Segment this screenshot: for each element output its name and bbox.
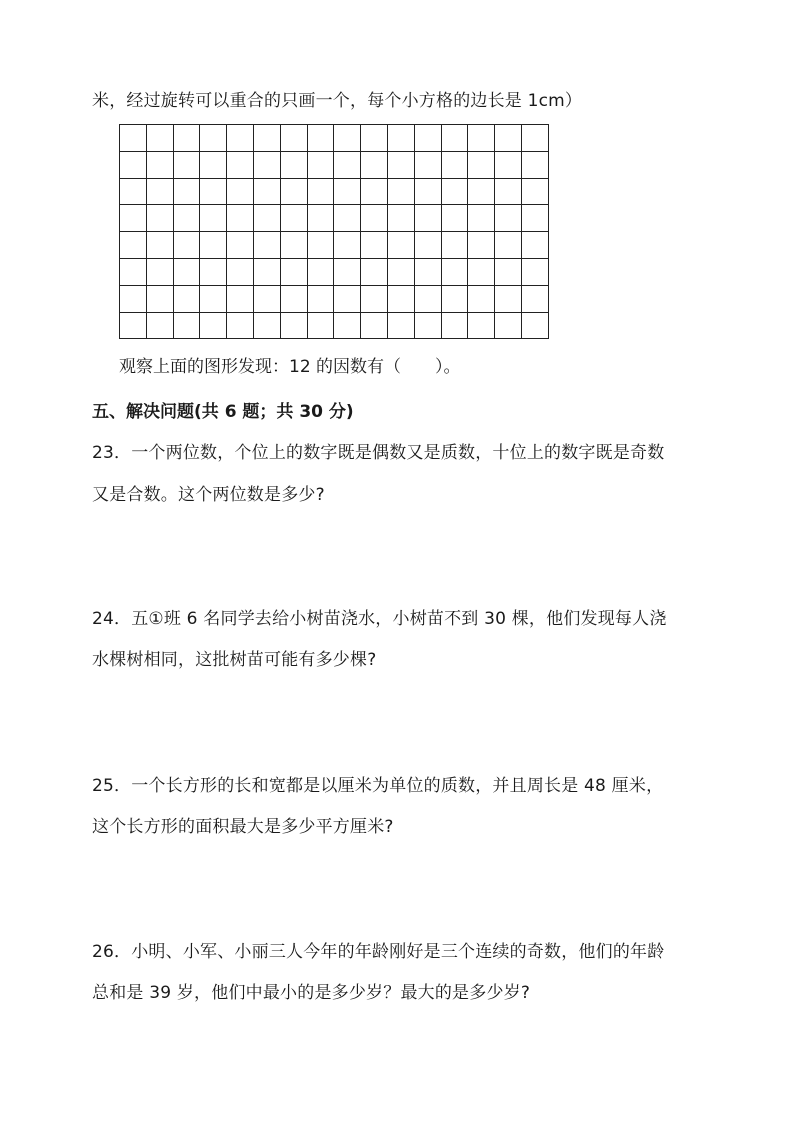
intro-text: 米，经过旋转可以重合的只画一个，每个小方格的边长是 1cm）: [92, 91, 583, 111]
section-title: 五、解决问题(共 6 题；共 30 分): [92, 402, 354, 422]
grid-cell: [253, 151, 280, 178]
grid-cell: [253, 232, 280, 259]
grid-row: [120, 151, 549, 178]
grid-cell: [414, 258, 441, 285]
grid-cell: [173, 178, 200, 205]
grid-cell: [227, 125, 254, 152]
grid-cell: [227, 205, 254, 232]
grid-cell: [227, 258, 254, 285]
grid-cell: [495, 178, 522, 205]
grid-cell: [120, 125, 147, 152]
grid-cell: [307, 178, 334, 205]
grid-cell: [521, 205, 548, 232]
grid-cell: [441, 285, 468, 312]
grid-cell: [441, 205, 468, 232]
grid-row: [120, 312, 549, 339]
grid-cell: [334, 205, 361, 232]
grid-cell: [227, 178, 254, 205]
grid-cell: [200, 285, 227, 312]
grid-cell: [146, 125, 173, 152]
grid-cell: [441, 258, 468, 285]
grid-cell: [227, 312, 254, 339]
grid-cell: [361, 312, 388, 339]
grid-cell: [468, 312, 495, 339]
grid-cell: [173, 205, 200, 232]
grid-cell: [361, 205, 388, 232]
grid-cell: [173, 312, 200, 339]
grid-cell: [280, 312, 307, 339]
grid-cell: [414, 312, 441, 339]
grid-cell: [173, 232, 200, 259]
grid-cell: [495, 125, 522, 152]
grid-cell: [521, 125, 548, 152]
grid-cell: [227, 151, 254, 178]
grid-cell: [280, 151, 307, 178]
grid-cell: [253, 285, 280, 312]
grid-cell: [468, 285, 495, 312]
grid-cell: [414, 178, 441, 205]
grid-cell: [200, 312, 227, 339]
grid-cell: [173, 151, 200, 178]
grid-cell: [468, 151, 495, 178]
grid-cell: [253, 178, 280, 205]
question-25-line2: 这个长方形的面积最大是多少平方厘米?: [92, 817, 394, 837]
question-24-line2: 水棵树相同，这批树苗可能有多少棵?: [92, 650, 377, 670]
grid-cell: [227, 232, 254, 259]
grid-cell: [521, 258, 548, 285]
grid-cell: [307, 125, 334, 152]
grid-cell: [361, 125, 388, 152]
question-24-line1: 24．五①班 6 名同学去给小树苗浇水，小树苗不到 30 棵，他们发现每人浇: [92, 609, 667, 629]
grid-cell: [468, 232, 495, 259]
grid-cell: [441, 232, 468, 259]
grid-row: [120, 178, 549, 205]
grid-cell: [146, 205, 173, 232]
grid-cell: [200, 205, 227, 232]
grid-cell: [441, 178, 468, 205]
grid-cell: [414, 125, 441, 152]
grid-cell: [120, 178, 147, 205]
question-23-line2: 又是合数。这个两位数是多少?: [92, 485, 325, 505]
grid-cell: [495, 232, 522, 259]
grid-cell: [307, 151, 334, 178]
grid-cell: [521, 151, 548, 178]
grid-cell: [200, 232, 227, 259]
grid-cell: [200, 258, 227, 285]
grid-cell: [495, 258, 522, 285]
grid-cell: [307, 312, 334, 339]
grid-cell: [120, 258, 147, 285]
grid-cell: [387, 232, 414, 259]
grid-cell: [334, 178, 361, 205]
grid-cell: [120, 151, 147, 178]
grid-cell: [495, 285, 522, 312]
grid-cell: [521, 285, 548, 312]
grid-cell: [227, 285, 254, 312]
grid-cell: [253, 125, 280, 152]
grid-cell: [200, 151, 227, 178]
grid-cell: [468, 258, 495, 285]
grid-row: [120, 285, 549, 312]
grid-cell: [334, 258, 361, 285]
grid-cell: [387, 285, 414, 312]
grid-cell: [307, 285, 334, 312]
observation-text: 观察上面的图形发现：12 的因数有（ ）。: [119, 357, 461, 377]
question-26-line2: 总和是 39 岁，他们中最小的是多少岁？最大的是多少岁?: [92, 983, 531, 1003]
grid-cell: [280, 178, 307, 205]
grid-cell: [253, 205, 280, 232]
grid-cell: [146, 232, 173, 259]
grid-cell: [173, 125, 200, 152]
grid-cell: [441, 312, 468, 339]
grid-cell: [280, 285, 307, 312]
grid-cell: [146, 151, 173, 178]
question-23-line1: 23．一个两位数，个位上的数字既是偶数又是质数，十位上的数字既是奇数: [92, 443, 665, 463]
grid-cell: [334, 312, 361, 339]
grid-cell: [495, 312, 522, 339]
grid-cell: [441, 125, 468, 152]
grid-cell: [414, 205, 441, 232]
square-grid: [119, 124, 549, 339]
grid-cell: [334, 125, 361, 152]
grid-cell: [334, 285, 361, 312]
grid-cell: [521, 178, 548, 205]
grid-cell: [387, 258, 414, 285]
grid-cell: [253, 312, 280, 339]
grid-cell: [120, 312, 147, 339]
question-26-line1: 26．小明、小军、小丽三人今年的年龄刚好是三个连续的奇数，他们的年龄: [92, 942, 665, 962]
grid-row: [120, 232, 549, 259]
grid-cell: [495, 151, 522, 178]
grid-cell: [521, 312, 548, 339]
grid-row: [120, 125, 549, 152]
grid-cell: [173, 285, 200, 312]
grid-cell: [414, 151, 441, 178]
grid-cell: [387, 312, 414, 339]
grid-cell: [441, 151, 468, 178]
grid-cell: [307, 232, 334, 259]
grid-cell: [173, 258, 200, 285]
grid-cell: [495, 205, 522, 232]
grid-cell: [334, 151, 361, 178]
grid-cell: [146, 178, 173, 205]
grid-cell: [361, 285, 388, 312]
grid-cell: [120, 232, 147, 259]
grid-cell: [280, 258, 307, 285]
grid-cell: [468, 178, 495, 205]
grid-cell: [280, 125, 307, 152]
grid-cell: [253, 258, 280, 285]
grid-cell: [120, 205, 147, 232]
grid-cell: [200, 178, 227, 205]
grid-cell: [468, 205, 495, 232]
grid-cell: [146, 312, 173, 339]
grid-cell: [146, 258, 173, 285]
grid-row: [120, 205, 549, 232]
grid-cell: [280, 232, 307, 259]
grid-cell: [387, 125, 414, 152]
grid-cell: [414, 232, 441, 259]
grid-cell: [361, 258, 388, 285]
grid-cell: [307, 205, 334, 232]
grid-cell: [280, 205, 307, 232]
grid-cell: [334, 232, 361, 259]
grid-cell: [361, 151, 388, 178]
grid-cell: [521, 232, 548, 259]
grid-cell: [387, 151, 414, 178]
grid-cell: [387, 205, 414, 232]
grid-row: [120, 258, 549, 285]
grid-cell: [387, 178, 414, 205]
grid-cell: [361, 178, 388, 205]
question-25-line1: 25．一个长方形的长和宽都是以厘米为单位的质数，并且周长是 48 厘米，: [92, 776, 664, 796]
grid-cell: [414, 285, 441, 312]
grid-cell: [307, 258, 334, 285]
grid-cell: [120, 285, 147, 312]
grid-cell: [146, 285, 173, 312]
grid-cell: [361, 232, 388, 259]
grid-cell: [468, 125, 495, 152]
grid-cell: [200, 125, 227, 152]
